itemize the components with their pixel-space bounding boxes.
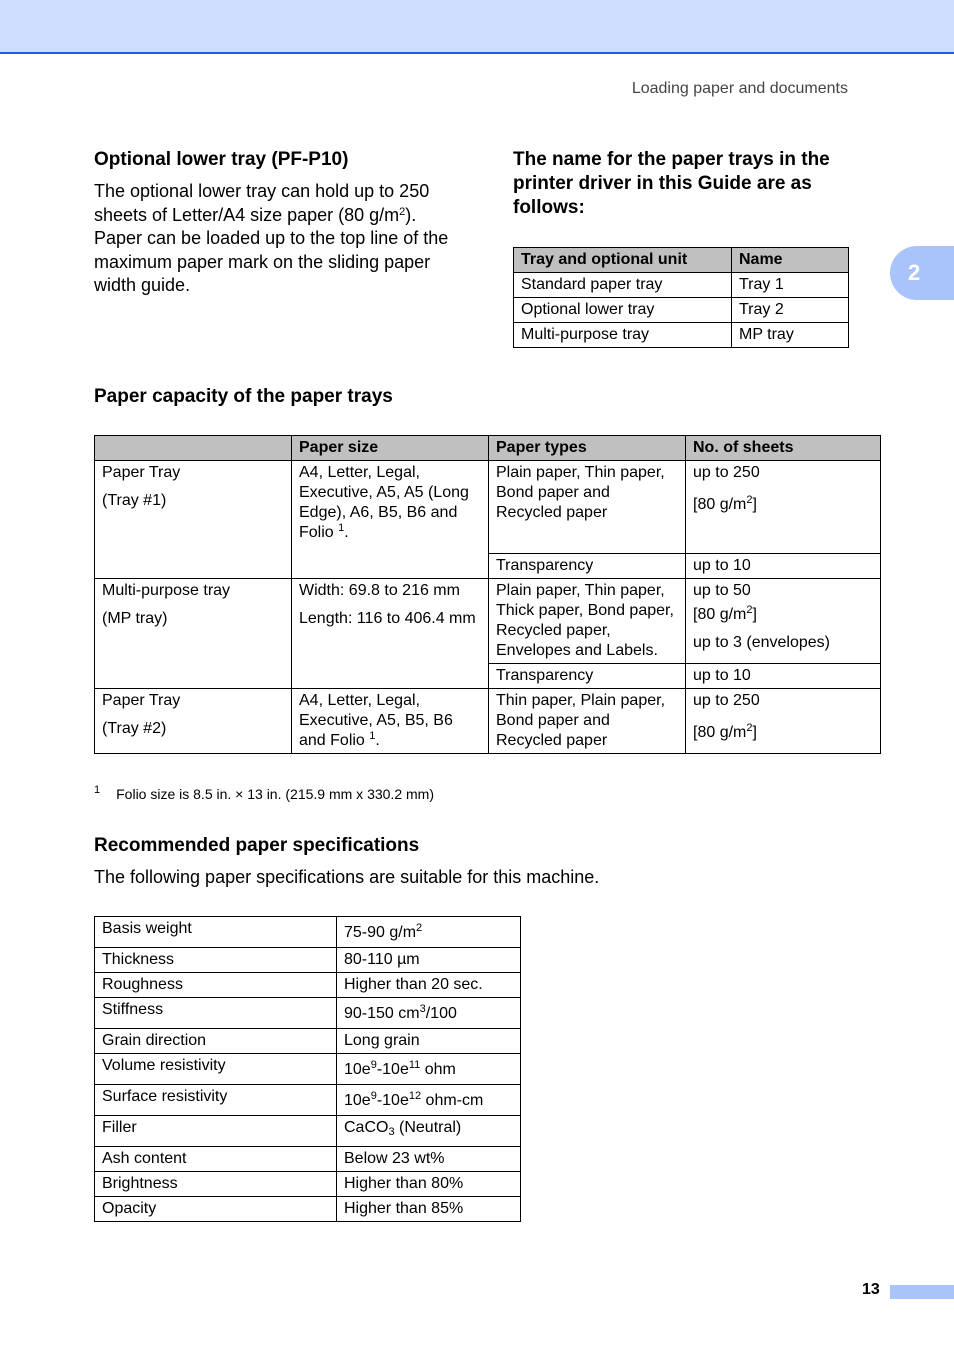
specs-table (94, 916, 521, 1222)
table-row (95, 1172, 521, 1197)
spec-value: 75-90 $g/m^2$ (337, 917, 521, 948)
spec-value: Higher than 85% (337, 1197, 521, 1222)
table-cell: Tray 1 (732, 273, 849, 298)
table-cell: MP tray (732, 323, 849, 348)
table-row (95, 998, 521, 1029)
spec-value: $10e^9-10e^{12}$ ohm-cm (337, 1085, 521, 1116)
types-cell: Plain paper, Thin paper, Bond paper and Recycled paper (489, 461, 686, 554)
spec-label: Grain direction (95, 1029, 337, 1054)
size-cell: A4, Letter, Legal, Executive, A5, A5 (Long Edge), A6, B5, B6 and Folio $^1$. (292, 461, 489, 579)
table-row (95, 689, 881, 754)
spec-value: Higher than 80% (337, 1172, 521, 1197)
table-row (514, 273, 849, 298)
table-cell: Tray 2 (732, 298, 849, 323)
spec-label: Roughness (95, 973, 337, 998)
table-cell: Standard paper tray (514, 273, 732, 298)
spec-value: 90-150 $cm^3/100$ (337, 998, 521, 1029)
spec-label: Brightness (95, 1172, 337, 1197)
page-number-bar (890, 1285, 954, 1299)
sheets-cell: up to 250 [80 $g/m^2$] (686, 689, 881, 754)
table-row (514, 298, 849, 323)
running-head: Loading paper and documents (631, 80, 848, 97)
optional-tray-heading: Optional lower tray (PF-P10) (94, 149, 349, 170)
specs-heading: Recommended paper specifications (94, 835, 420, 856)
spec-label: Filler (95, 1116, 337, 1147)
table-row (95, 917, 521, 948)
spec-label: Stiffness (95, 998, 337, 1029)
table-header: Paper size (292, 436, 489, 461)
spec-value: Below 23 wt% (337, 1147, 521, 1172)
size-cell: A4, Letter, Legal, Executive, A5, B5, B6 and Folio $^1$. (292, 689, 489, 754)
chapter-tab (890, 246, 954, 300)
table-row (95, 948, 521, 973)
table-row (95, 579, 881, 664)
tray-cell: Multi-purpose tray (MP tray) (95, 579, 292, 689)
table-row (95, 1147, 521, 1172)
types-cell: Transparency (489, 554, 686, 579)
table-row (95, 1197, 521, 1222)
table-row (514, 323, 849, 348)
page-number: 13 (862, 1281, 880, 1298)
types-cell: Plain paper, Thin paper, Thick paper, Bond paper, Recycled paper, Envelopes and Labels. (489, 579, 686, 664)
size-cell: Width: 69.8 to 216 mm Length: 116 to 406.4 mm (292, 579, 489, 689)
table-row (95, 1029, 521, 1054)
sheets-cell: up to 250 [80 $g/m^2$] (686, 461, 881, 554)
tray-names-table (513, 247, 849, 348)
table-header (95, 436, 292, 461)
table-row (95, 1085, 521, 1116)
spec-label: Opacity (95, 1197, 337, 1222)
spec-value: CaCO$_3$ (Neutral) (337, 1116, 521, 1147)
table-header-row (95, 436, 881, 461)
optional-tray-text: The optional lower tray can hold up to 250 sheets of Letter/A4 size paper (80 $g/m^2$). Paper can be loaded up to the top line of the maximum paper mark on the sliding paper width guide. (94, 181, 449, 295)
spec-value: 80-110 µm (337, 948, 521, 973)
capacity-heading: Paper capacity of the paper trays (94, 386, 393, 407)
spec-value: Higher than 20 sec. (337, 973, 521, 998)
spec-value: $10e^9-10e^{11}$ ohm (337, 1054, 521, 1085)
spec-label: Basis weight (95, 917, 337, 948)
sheets-cell: up to 10 (686, 664, 881, 689)
table-header: No. of sheets (686, 436, 881, 461)
table-row (95, 461, 881, 554)
tray-names-heading: The name for the paper trays in the printer driver in this Guide are as follows: (513, 149, 830, 218)
specs-intro: The following paper specifications are suitable for this machine. (94, 867, 600, 887)
table-cell: Multi-purpose tray (514, 323, 732, 348)
spec-label: Ash content (95, 1147, 337, 1172)
table-row (95, 1116, 521, 1147)
table-row (95, 973, 521, 998)
table-header: Name (732, 248, 849, 273)
types-cell: Thin paper, Plain paper, Bond paper and Recycled paper (489, 689, 686, 754)
spec-label: Surface resistivity (95, 1085, 337, 1116)
sheets-cell: up to 10 (686, 554, 881, 579)
tray-cell: Paper Tray (Tray #2) (95, 689, 292, 754)
footnote: $^1$ Folio size is 8.5 in. × 13 in. (215.9 mm x 330.2 mm) (94, 784, 434, 802)
spec-label: Thickness (95, 948, 337, 973)
table-header-row (514, 248, 849, 273)
table-header: Paper types (489, 436, 686, 461)
chapter-number: 2 (908, 260, 921, 285)
table-cell: Optional lower tray (514, 298, 732, 323)
table-header: Tray and optional unit (514, 248, 732, 273)
table-row (95, 1054, 521, 1085)
top-banner (0, 0, 954, 54)
types-cell: Transparency (489, 664, 686, 689)
spec-value: Long grain (337, 1029, 521, 1054)
tray-cell: Paper Tray (Tray #1) (95, 461, 292, 579)
capacity-table (94, 435, 881, 754)
spec-label: Volume resistivity (95, 1054, 337, 1085)
sheets-cell: up to 50 [80 $g/m^2$] up to 3 (envelopes) (686, 579, 881, 664)
